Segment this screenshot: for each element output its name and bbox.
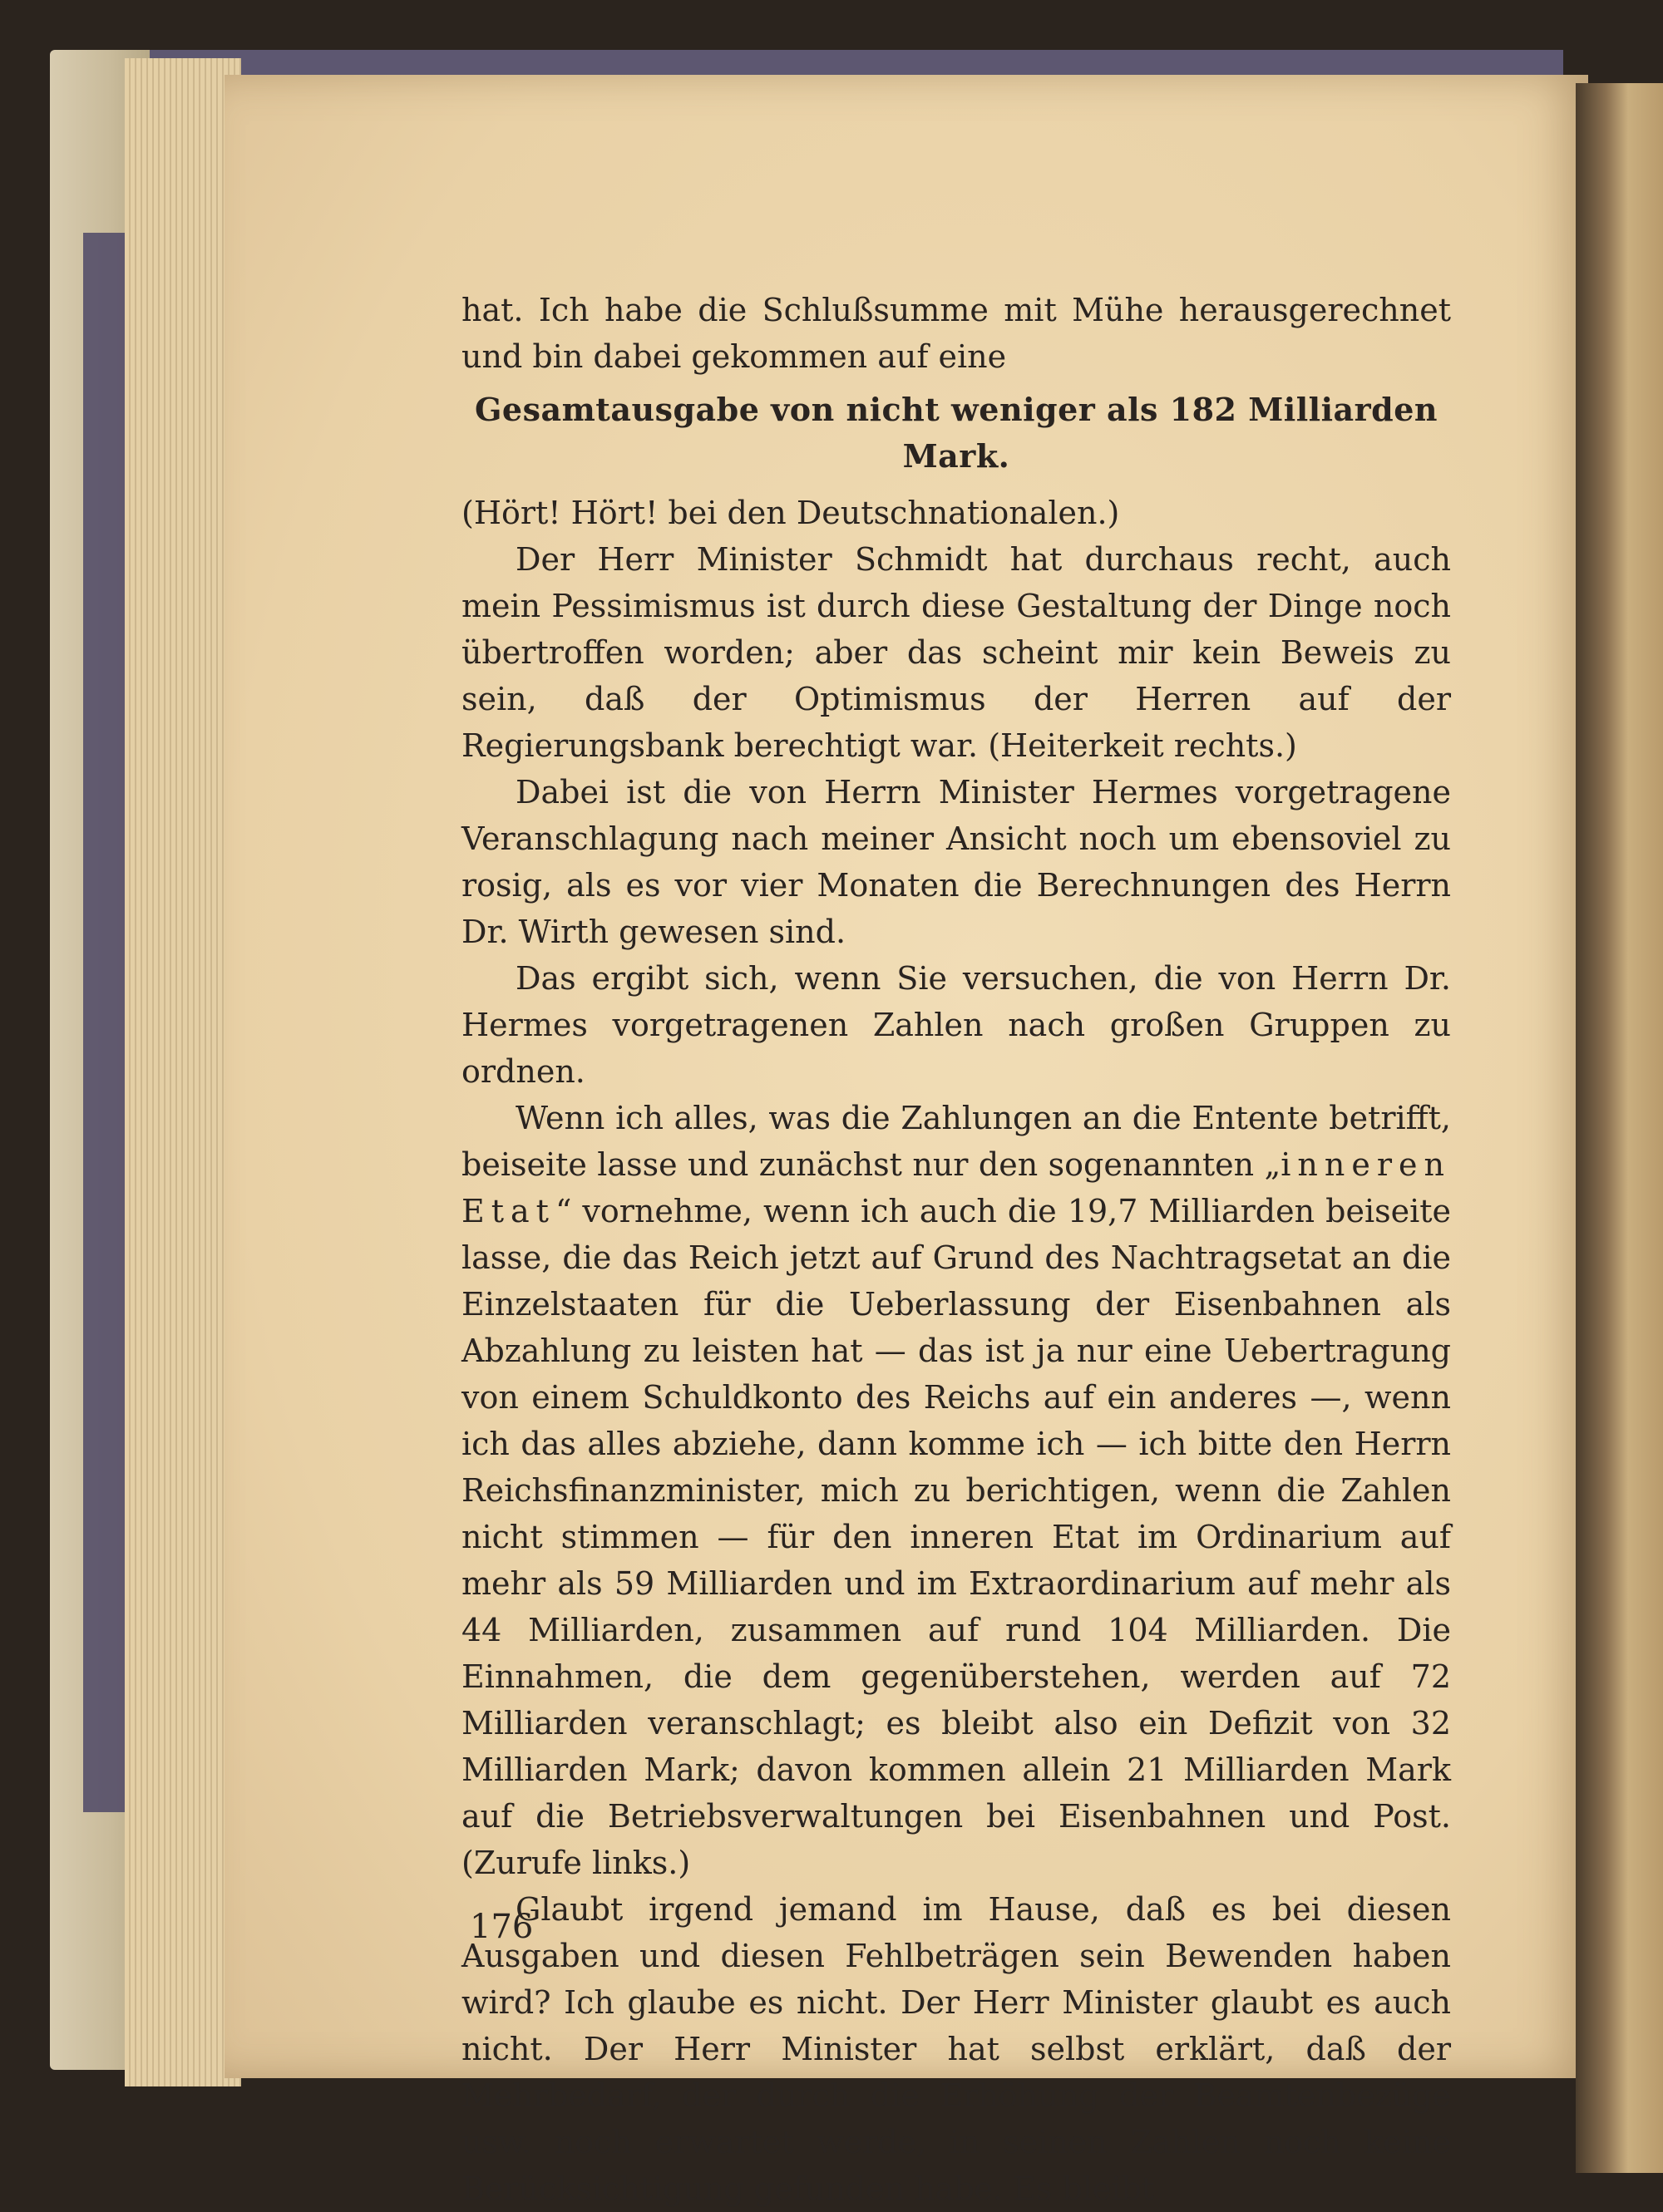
paragraph-8: Glaubt irgend jemand im Hause, daß es bei diesen Ausgaben und diesen Fehlbeträgen sein Bewenden haben wird? Ich glaube es nicht. Der Herr Minister glaubt es auch nicht. Der Herr Minister hat selbst erklärt, daß der Mehrbedarf, der durch die Erhöhung der Beamtenbezüge usw. noch erwartet werde, in seinen Zahlen noch keine Berücksichtigung gefunden habe. Es bleibt <box>461 1891 1451 2207</box>
emphasized-total-line: Gesamtausgabe von nicht weniger als 182 Milliarden Mark. <box>474 391 1438 475</box>
paragraph-7-end: “ vornehme, wenn ich auch die 19,7 Milliarden beiseite lasse, die das Reich jetzt auf Grund des Nachtragsetat an die Einzelstaaten für die Ueberlassung der Eisenbahnen als Abzahlung zu leisten hat — das ist ja nur eine Uebertragung von einem Schuldkonto des Reichs auf ein anderes —, wenn ich das alles abziehe, dann komme ich — ich bitte den Herrn Reichsfinanzminister, mich zu berichtigen, wenn die Zahlen nicht stimmen — für den inneren Etat im Ordinarium auf mehr als 59 Milliarden und im Extraordinarium auf mehr als 44 Milliarden, zusammen auf rund 104 Milliarden. Die Einnahmen, die dem gegenüberstehen, werden auf 72 Milliarden veranschlagt; es bleibt also ein Defizit von 32 Milliarden Mark; davon kommen allein 21 Milliarden Mark auf die Betriebsverwaltungen bei Eisenbahnen und Post. (Zurufe links.) <box>461 1193 1451 1881</box>
page-number: 176 <box>470 1908 534 1946</box>
paragraph-7 <box>461 1095 1451 1886</box>
spaced-term: inneren Etat <box>461 1146 1451 1229</box>
book-gutter <box>1576 83 1663 2173</box>
page-edges <box>125 58 241 2086</box>
paragraph-5: Dabei ist die von Herrn Minister Hermes vorgetragene Veranschlagung nach meiner Ansicht noch um ebensoviel zu rosig, als es vor vier Monaten die Berechnungen des Herrn Dr. Wirth gewesen sind. <box>461 774 1451 950</box>
paragraph-4: Der Herr Minister Schmidt hat durchaus recht, auch mein Pessimismus ist durch diese Gestaltung der Dinge noch übertroffen worden; aber das scheint mir kein Beweis zu sein, daß der Optimismus der Herren auf der Regierungsbank berechtigt war. (Heiterkeit rechts.) <box>461 541 1451 764</box>
paragraph-7-start: Wenn ich alles, was die Zahlungen an die Entente betrifft, beiseite lasse und zunächst nur den sogenannten „ <box>461 1100 1451 1183</box>
paragraph-1: hat. Ich habe die Schlußsumme mit Mühe herausgerechnet und bin dabei gekommen auf eine <box>461 292 1451 375</box>
paragraph-interjection: (Hört! Hört! bei den Deutschnationalen.) <box>461 495 1120 531</box>
paragraph-6: Das ergibt sich, wenn Sie versuchen, die von Herrn Dr. Hermes vorgetragenen Zahlen nach großen Gruppen zu ordnen. <box>461 960 1451 1090</box>
page-text <box>461 287 1451 2212</box>
